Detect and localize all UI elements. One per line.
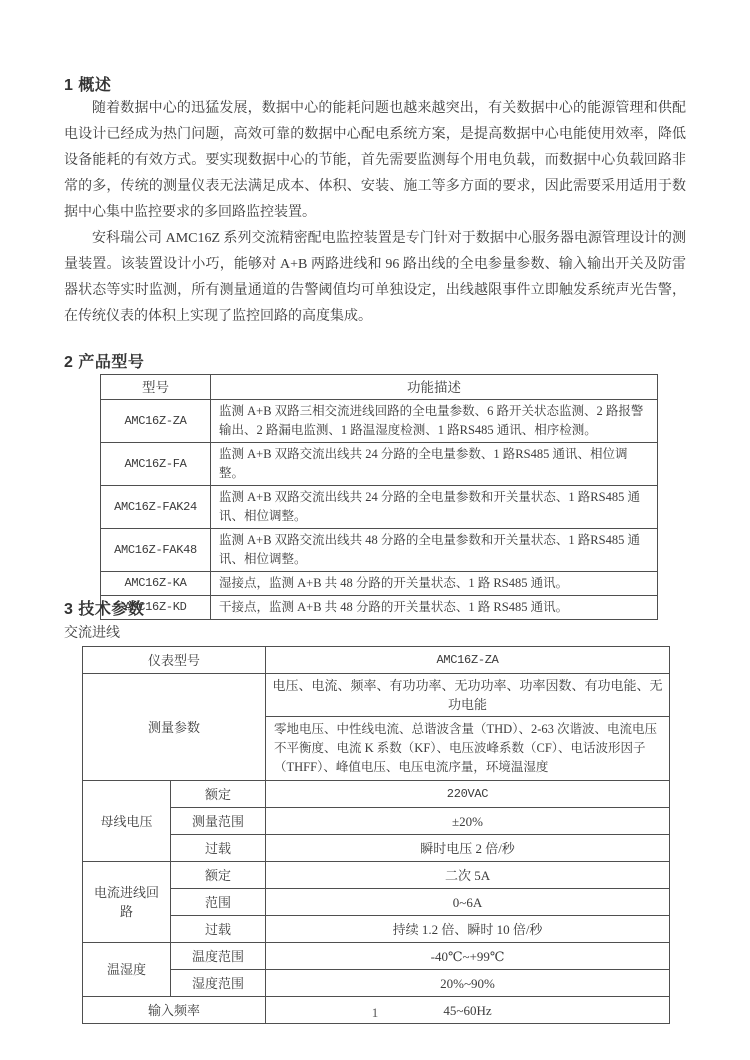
table-row bbox=[83, 781, 670, 808]
table-row bbox=[83, 970, 670, 997]
params-extended-cell: 零地电压、中性线电流、总谐波含量（THD）、2-63 次谐波、电流电压不平衡度、电流 K 系数（KF）、电压波峰系数（CF）、电话波形因子（THFF）、峰值电压、电压电流序量，环境温湿度 bbox=[266, 717, 670, 781]
current-inlet-rated-label-cell: 额定 bbox=[171, 862, 266, 889]
table-row bbox=[83, 889, 670, 916]
current-inlet-group-cell: 电流进线回路 bbox=[83, 862, 171, 943]
model-cell: AMC16Z-FA bbox=[101, 443, 211, 486]
table-row bbox=[83, 808, 670, 835]
table-row bbox=[83, 916, 670, 943]
tech-params-table bbox=[82, 646, 670, 1024]
model-cell: AMC16Z-FAK48 bbox=[101, 529, 211, 572]
table-header-row bbox=[101, 375, 658, 400]
bus-voltage-overload-label-cell: 过载 bbox=[171, 835, 266, 862]
section-heading-models: 2 产品型号 bbox=[64, 354, 145, 371]
input-freq-label-cell: 输入频率 bbox=[83, 997, 266, 1024]
table-row bbox=[101, 400, 658, 443]
temp-range-label-cell: 温度范围 bbox=[171, 943, 266, 970]
humidity-range-label-cell: 湿度范围 bbox=[171, 970, 266, 997]
overview-body bbox=[64, 96, 686, 330]
table-row bbox=[83, 862, 670, 889]
description-cell: 湿接点，监测 A+B 共 48 分路的开关量状态、1 路 RS485 通讯。 bbox=[211, 572, 658, 596]
current-inlet-range-label-cell: 范围 bbox=[171, 889, 266, 916]
bus-voltage-range-label-cell: 测量范围 bbox=[171, 808, 266, 835]
bus-voltage-range-value-cell: ±20% bbox=[266, 808, 670, 835]
overview-paragraph-2: 安科瑞公司 AMC16Z 系列交流精密配电监控装置是专门针对于数据中心服务器电源管理设计的测量装置。该装置设计小巧，能够对 A+B 两路进线和 96 路出线的全电参量参数、输入输出开关及防雷器状态等实时监测，所有测量通道的告警阈值均可单独设定，出线越限事件立即触发系统声光告警，在传统仪表的体积上实现了监控回路的高度集成。 bbox=[64, 231, 686, 324]
section-heading-overview: 1 概述 bbox=[64, 77, 112, 94]
product-models-table bbox=[100, 374, 658, 620]
meter-model-value-cell: AMC16Z-ZA bbox=[266, 647, 670, 674]
table-row bbox=[101, 486, 658, 529]
current-inlet-overload-label-cell: 过载 bbox=[171, 916, 266, 943]
params-basic-cell: 电压、电流、频率、有功功率、无功功率、功率因数、有功电能、无功电能 bbox=[266, 674, 670, 717]
model-column-header: 型号 bbox=[101, 375, 211, 400]
overview-paragraph-1: 随着数据中心的迅猛发展，数据中心的能耗问题也越来越突出，有关数据中心的能源管理和供配电设计已经成为热门问题，高效可靠的数据中心配电系统方案，是提高数据中心电能使用效率，降低设备能耗的有效方式。要实现数据中心的节能，首先需要监测每个用电负载，而数据中心负载回路非常的多，传统的测量仪表无法满足成本、体积、安装、施工等多方面的要求，因此需要采用适用于数据中心集中监控要求的多回路监控装置。 bbox=[64, 101, 686, 220]
model-cell: AMC16Z-KA bbox=[101, 572, 211, 596]
table-row bbox=[83, 943, 670, 970]
table-row bbox=[101, 443, 658, 486]
table-row bbox=[83, 835, 670, 862]
bus-voltage-rated-label-cell: 额定 bbox=[171, 781, 266, 808]
table-row bbox=[101, 572, 658, 596]
params-label-cell: 测量参数 bbox=[83, 674, 266, 781]
description-column-header: 功能描述 bbox=[211, 375, 658, 400]
description-cell: 监测 A+B 双路交流出线共 48 分路的全电量参数和开关量状态、1 路RS485 通讯、相位调整。 bbox=[211, 529, 658, 572]
current-inlet-range-value-cell: 0~6A bbox=[266, 889, 670, 916]
table-row bbox=[101, 596, 658, 620]
tech-subheading-ac-inlet: 交流进线 bbox=[64, 626, 120, 641]
model-cell: AMC16Z-FAK24 bbox=[101, 486, 211, 529]
table-row bbox=[83, 674, 670, 717]
table-row bbox=[83, 647, 670, 674]
current-inlet-overload-value-cell: 持续 1.2 倍、瞬时 10 倍/秒 bbox=[266, 916, 670, 943]
page-number: 1 bbox=[371, 1005, 379, 1020]
description-cell: 监测 A+B 双路三相交流进线回路的全电量参数、6 路开关状态监测、2 路报警输出、2 路漏电监测、1 路温湿度检测、1 路RS485 通讯、相序检测。 bbox=[211, 400, 658, 443]
meter-model-label-cell: 仪表型号 bbox=[83, 647, 266, 674]
description-cell: 监测 A+B 双路交流出线共 24 分路的全电量参数、1 路RS485 通讯、相位调整。 bbox=[211, 443, 658, 486]
temp-humidity-group-cell: 温湿度 bbox=[83, 943, 171, 997]
bus-voltage-overload-value-cell: 瞬时电压 2 倍/秒 bbox=[266, 835, 670, 862]
description-cell: 监测 A+B 双路交流出线共 24 分路的全电量参数和开关量状态、1 路RS485 通讯、相位调整。 bbox=[211, 486, 658, 529]
description-cell: 干接点，监测 A+B 共 48 分路的开关量状态、1 路 RS485 通讯。 bbox=[211, 596, 658, 620]
bus-voltage-group-cell: 母线电压 bbox=[83, 781, 171, 862]
bus-voltage-rated-value-cell: 220VAC bbox=[266, 781, 670, 808]
table-row bbox=[101, 529, 658, 572]
model-cell: AMC16Z-KD bbox=[101, 596, 211, 620]
input-freq-value-cell: 45~60Hz bbox=[266, 997, 670, 1024]
temp-range-value-cell: -40℃~+99℃ bbox=[266, 943, 670, 970]
model-cell: AMC16Z-ZA bbox=[101, 400, 211, 443]
humidity-range-value-cell: 20%~90% bbox=[266, 970, 670, 997]
section-heading-tech: 3 技术参数 bbox=[64, 601, 145, 618]
current-inlet-rated-value-cell: 二次 5A bbox=[266, 862, 670, 889]
